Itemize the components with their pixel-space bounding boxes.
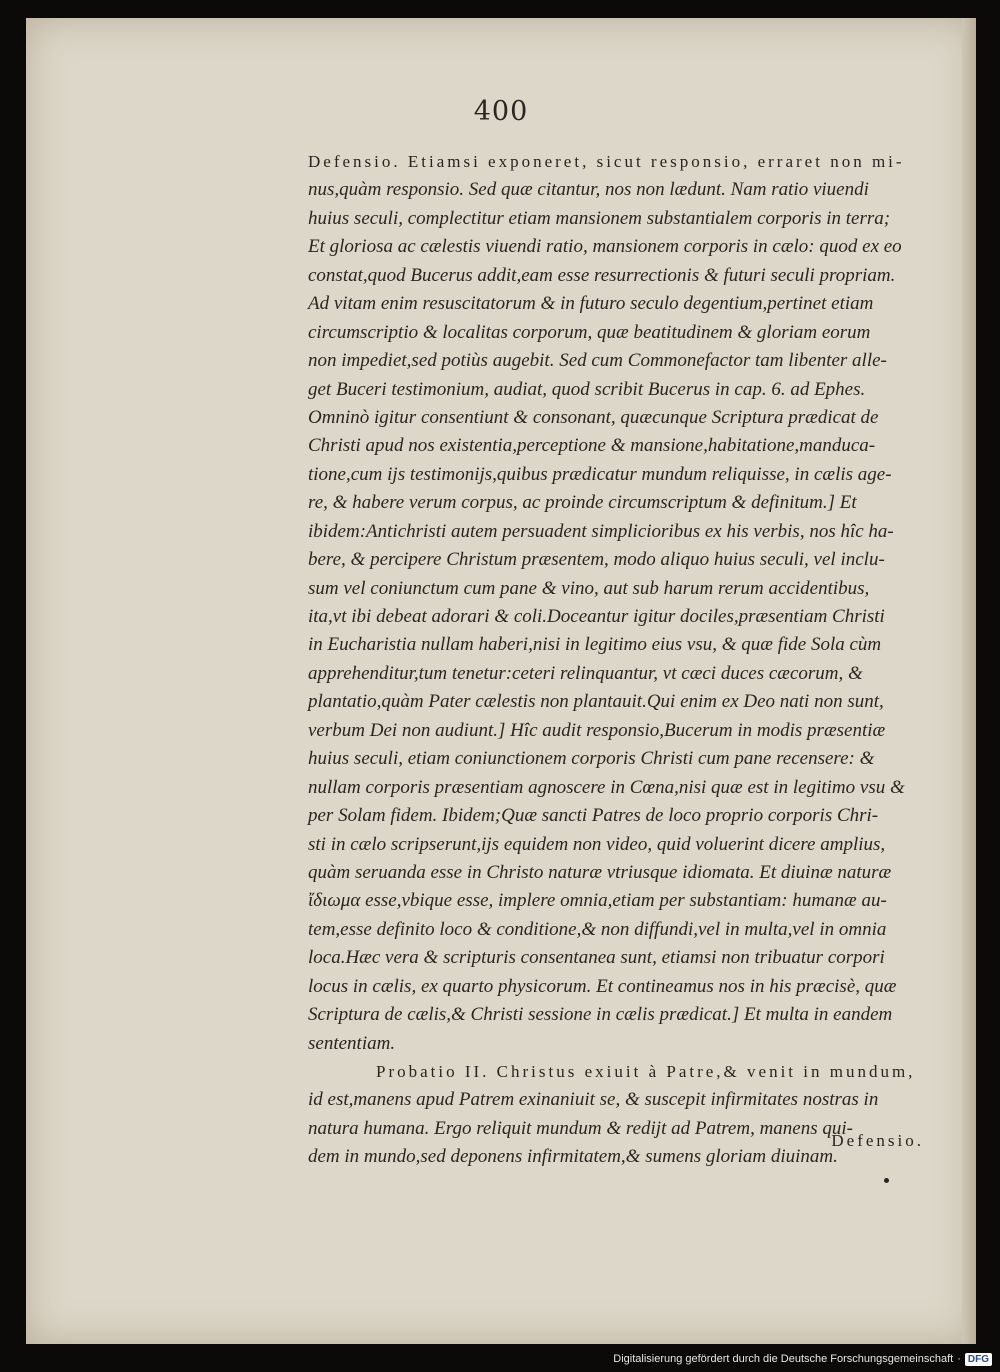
text-line: Scriptura de cælis,& Christi sessione in cælis prædicat.] Et multa in eandem [308, 1004, 893, 1026]
text-line: Omninò igitur consentiunt & consonant, quæcunque Scriptura prædicat de [308, 406, 879, 428]
text-line: re, & habere verum corpus, ac proinde circumscriptum & definitum.] Et [308, 492, 857, 514]
text-line: per Solam fidem. Ibidem;Quæ sancti Patres de loco proprio corporis Chri- [308, 805, 879, 827]
text-line: get Buceri testimonium, audiat, quod scribit Bucerus in cap. 6. ad Ephes. [308, 378, 866, 400]
text-line: plantatio,quàm Pater cælestis non plantauit.Qui enim ex Deo nati non sunt, [308, 691, 884, 713]
text-line: dem in mundo,sed deponens infirmitatem,& sumens gloriam diuinam. [308, 1146, 838, 1168]
page-number: 400 [473, 96, 529, 127]
text-line: bere, & percipere Christum præsentem, modo aliquo huius seculi, vel inclu- [308, 549, 885, 571]
text-line: non impediet,sed potiùs augebit. Sed cum Commonefactor tam libenter alle- [308, 350, 887, 372]
text-line: nullam corporis præsentiam agnoscere in Cœna,nisi quæ est in legitimo vsu & [308, 776, 905, 798]
text-line: tem,esse definito loco & conditione,& non diffundi,vel in multa,vel in omnia [308, 918, 887, 940]
book-page [26, 18, 976, 1344]
text-line: Defensio. Etiamsi exponeret, sicut responsio, erraret non mi- [308, 152, 905, 171]
text-line: sum vel coniunctum cum pane & vino, aut sub harum rerum accidentibus, [308, 577, 870, 599]
footer-text: Digitalisierung gefördert durch die Deutsche Forschungsgemeinschaft [613, 1353, 954, 1365]
text-line: natura humana. Ergo reliquit mundum & redijt ad Patrem, manens qui- [308, 1117, 853, 1139]
text-line: quàm seruanda esse in Christo naturæ vtriusque idiomata. Et diuinæ naturæ [308, 861, 892, 883]
text-line: locus in cælis, ex quarto physicorum. Et contineamus nos in his præcisè, quæ [308, 975, 897, 997]
text-line: ἴδιωμα esse,vbique esse, implere omnia,etiam per substantiam: humanæ au- [308, 890, 887, 912]
ink-dot [884, 1178, 889, 1183]
text-line: huius seculi, complectitur etiam mansionem substantialem corporis in terra; [308, 207, 891, 229]
text-line: ita,vt ibi debeat adorari & coli.Doceantur igitur dociles,præsentiam Christi [308, 606, 885, 627]
catchword: Defensio. [831, 1131, 924, 1150]
body-text [308, 148, 968, 1172]
text-line: id est,manens apud Patrem exinaniuit se, & suscepit infirmitates nostras in [308, 1089, 879, 1111]
text-line: Christi apud nos existentia,perceptione & mansione,habitatione,manduca- [308, 435, 876, 457]
text-line: Ad vitam enim resuscitatorum & in futuro seculo degentium,pertinet etiam [308, 293, 874, 315]
text-line: tione,cum ijs testimonijs,quibus prædicatur mundum reliquisse, in cælis age- [308, 463, 892, 485]
text-line: loca.Hæc vera & scripturis consentanea sunt, etiamsi non tribuatur corpori [308, 947, 885, 969]
text-line: ibidem:Antichristi autem persuadent simplicioribus ex his verbis, nos hîc ha- [308, 520, 894, 542]
text-line: sententiam. [308, 1032, 396, 1054]
text-line: huius seculi, etiam coniunctionem corporis Christi cum pane recensere: & [308, 748, 875, 770]
dfg-logo: DFG [965, 1353, 992, 1366]
text-line: nus,quàm responsio. Sed quæ citantur, nos non lædunt. Nam ratio viuendi [308, 179, 869, 201]
text-line: constat,quod Bucerus addit,eam esse resurrectionis & futuri seculi propriam. [308, 264, 896, 286]
text-line: circumscriptio & localitas corporum, quæ beatitudinem & gloriam eorum [308, 321, 871, 343]
text-line: sti in cælo scripserunt,ijs equidem non video, quid voluerint dicere amplius, [308, 833, 886, 855]
text-line: Et gloriosa ac cælestis viuendi ratio, mansionem corporis in cælo: quod ex eo [308, 236, 902, 258]
digitization-footer [613, 1348, 992, 1370]
text-line: Probatio II. Christus exiuit à Patre,& venit in mundum, [376, 1062, 916, 1081]
text-line: in Eucharistia nullam haberi,nisi in legitimo eius vsu, & quæ fide Sola cùm [308, 634, 882, 656]
text-line: apprehenditur,tum tenetur:ceteri relinquantur, vt cæci duces cæcorum, & [308, 662, 863, 684]
footer-separator: · [957, 1353, 961, 1365]
text-line: verbum Dei non audiunt.] Hîc audit responsio,Bucerum in modis præsentiæ [308, 719, 886, 741]
